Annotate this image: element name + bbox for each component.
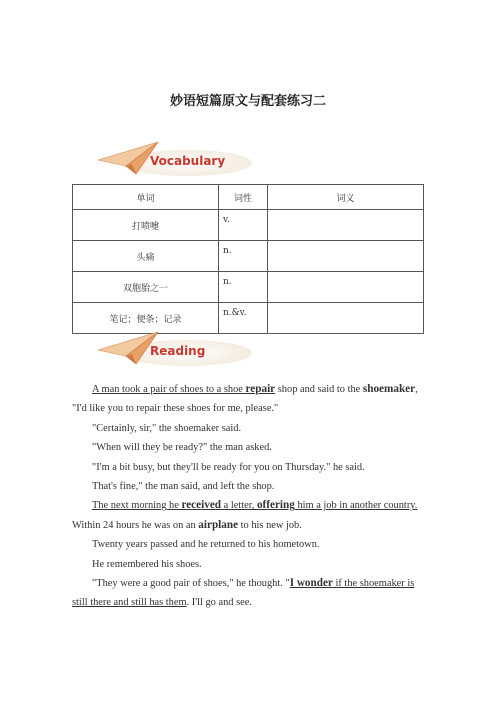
cell-pos: n. (219, 241, 268, 272)
bold-word: I wonder (289, 577, 333, 590)
vocabulary-table (72, 184, 424, 334)
table-row (73, 272, 424, 303)
cell-meaning[interactable] (268, 303, 424, 334)
cell-meaning[interactable] (268, 241, 424, 272)
bold-word: shoemaker (362, 383, 416, 395)
paragraph: That's fine," the man said, and left the shop. (92, 481, 275, 493)
cell-pos: n. (219, 272, 268, 303)
underlined-text: a letter, (221, 500, 257, 512)
header-word: 单词 (73, 185, 219, 210)
cell-meaning[interactable] (268, 272, 424, 303)
paragraph: "I'm a bit busy, but they'll be ready for you on Thursday." he said. (92, 461, 365, 473)
text: Within 24 hours he was on an (72, 519, 199, 531)
paragraph: "When will they be ready?" the man asked. (92, 442, 272, 454)
reading-banner (96, 330, 266, 370)
text: to his new job. (238, 519, 302, 531)
cell-pos: v. (219, 210, 268, 241)
table-row (73, 241, 424, 272)
text: "They were a good pair of shoes," he thought. " (92, 578, 290, 590)
text: shop and said to the (275, 384, 363, 395)
paragraph (72, 496, 424, 535)
underlined-text: if the shoemaker is still there and still has them (72, 578, 415, 609)
cell-word: 头痛 (73, 241, 219, 272)
table-row (73, 303, 424, 334)
paragraph: He remembered his shoes. (92, 558, 202, 570)
reading-passage (72, 380, 424, 613)
cell-word: 双胞胎之一 (73, 272, 219, 303)
bold-word: received (181, 499, 222, 512)
table-header-row (73, 185, 424, 210)
bold-word: offering (256, 499, 295, 512)
underlined-text: A man took a pair of shoes to a shoe (92, 384, 246, 395)
cell-word: 打喷嚏 (73, 210, 219, 241)
bold-word: repair (245, 383, 276, 395)
vocabulary-label: Vocabulary (150, 154, 226, 168)
vocabulary-banner (96, 140, 266, 180)
table-row (73, 210, 424, 241)
paragraph: "Certainly, sir," the shoemaker said. (92, 422, 242, 434)
underlined-text: him a job in another country. (294, 500, 418, 512)
bold-word: airplane (198, 518, 239, 531)
underlined-text: The next morning he (92, 500, 182, 512)
text: . I'll go and see. (186, 597, 252, 609)
reading-label: Reading (150, 344, 206, 358)
header-pos: 词性 (219, 185, 268, 210)
cell-meaning[interactable] (268, 210, 424, 241)
cell-pos: n.&v. (219, 303, 268, 334)
paragraph (72, 380, 424, 419)
paragraph: Twenty years passed and he returned to his hometown. (92, 539, 320, 551)
cell-word: 笔记；便条；记录 (73, 303, 219, 334)
header-meaning: 词义 (268, 185, 424, 210)
page-title: 妙语短篇原文与配套练习二 (169, 94, 326, 109)
paragraph (72, 574, 424, 613)
text: , "I'd like you to repair these shoes for me, please." (72, 384, 418, 415)
